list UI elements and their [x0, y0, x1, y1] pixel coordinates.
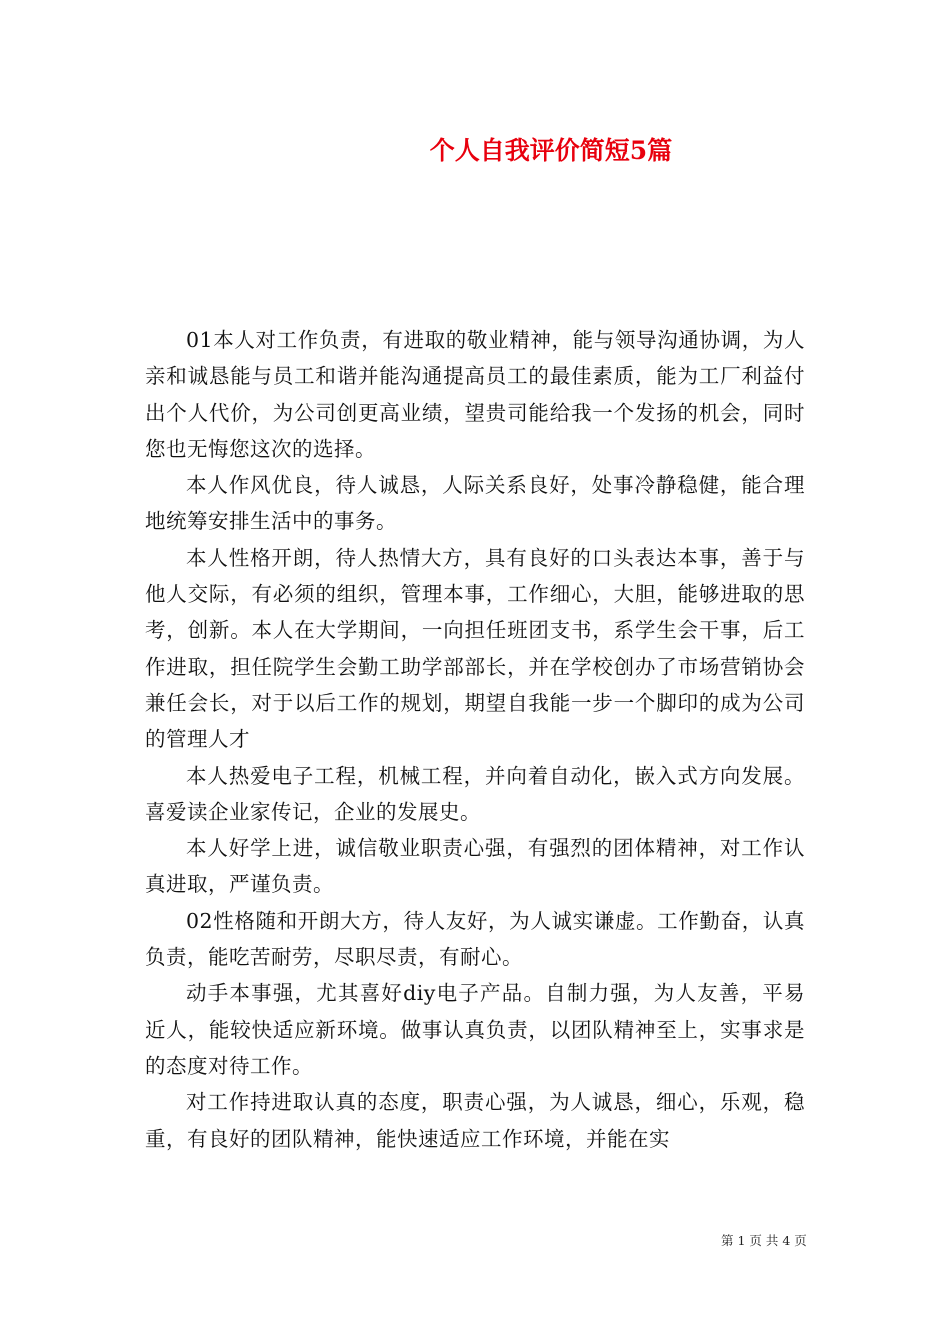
- paragraph: 动手本事强，尤其喜好diy电子产品。自制力强，为人友善，平易近人，能较快适应新环境。做事认真负责，以团队精神至上，实事求是的态度对待工作。: [145, 981, 805, 1078]
- document-body: [145, 322, 805, 1157]
- paragraph: 对工作持进取认真的态度，职责心强，为人诚恳，细心，乐观，稳重，有良好的团队精神，能快速适应工作环境，并能在实: [145, 1090, 805, 1151]
- paragraph: 01本人对工作负责，有进取的敬业精神，能与领导沟通协调，为人亲和诚恳能与员工和谐并能沟通提高员工的最佳素质，能为工厂利益付出个人代价，为公司创更高业绩，望贵司能给我一个发扬的机会，同时您也无悔您这次的选择。: [145, 328, 805, 461]
- paragraph: 本人热爱电子工程，机械工程，并向着自动化，嵌入式方向发展。喜爱读企业家传记，企业的发展史。: [145, 763, 805, 824]
- page-number-footer: 第 1 页 共 4 页: [721, 1233, 807, 1248]
- paragraph: 本人作风优良，待人诚恳，人际关系良好，处事冷静稳健，能合理地统筹安排生活中的事务。: [145, 473, 805, 534]
- paragraph: 02性格随和开朗大方，待人友好，为人诚实谦虚。工作勤奋，认真负责，能吃苦耐劳，尽职尽责，有耐心。: [145, 908, 805, 970]
- paragraph: 本人性格开朗，待人热情大方，具有良好的口头表达本事，善于与他人交际，有必须的组织，管理本事，工作细心，大胆，能够进取的思考，创新。本人在大学期间，一向担任班团支书，系学生会干事，后工作进取，担任院学生会勤工助学部部长，并在学校创办了市场营销协会兼任会长，对于以后工作的规划，期望自我能一步一个脚印的成为公司的管理人才: [145, 545, 805, 752]
- paragraph: 本人好学上进，诚信敬业职责心强，有强烈的团体精神，对工作认真进取，严谨负责。: [145, 836, 805, 897]
- page-title: 个人自我评价简短5篇: [429, 136, 673, 165]
